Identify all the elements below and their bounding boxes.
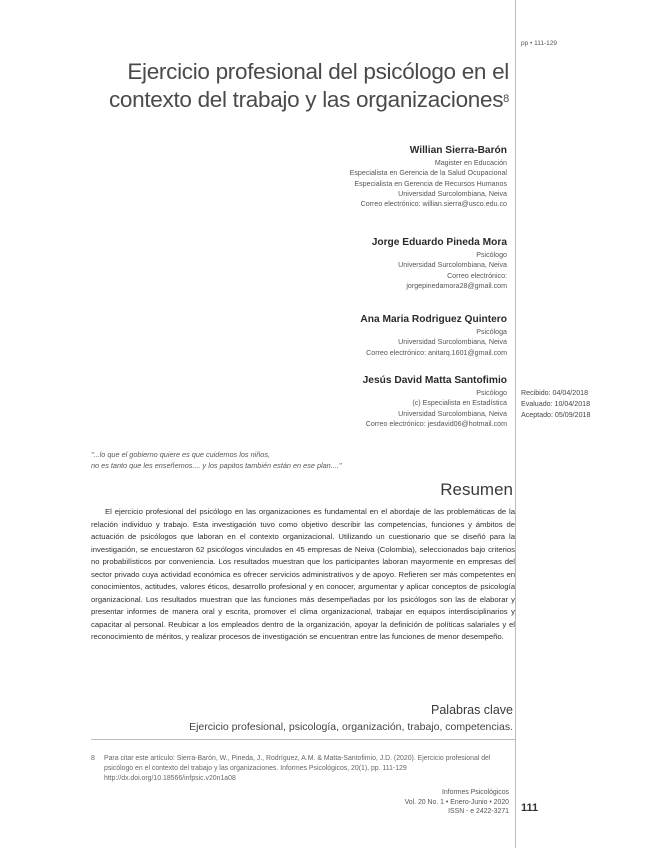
article-title (79, 58, 509, 114)
author-affiliation: Magister en Educación (434, 159, 507, 167)
author-name: Ana Maria Rodriguez Quintero (360, 314, 507, 325)
author-affiliation: Universidad Surcolombiana, Neiva (398, 189, 507, 198)
author-affiliation: Psicóloga (476, 328, 507, 336)
review-dates (521, 388, 590, 421)
author-affiliation: Especialista en Gerencia de la Salud Ocupacional (349, 169, 507, 178)
abstract-heading: Resumen (440, 480, 513, 499)
date-accepted: Aceptado: 05/09/2018 (521, 411, 591, 419)
author-block (167, 144, 507, 209)
epigraph-line: "...lo que el gobierno quiere es que cuidemos los niños, (91, 450, 271, 459)
author-affiliation: Universidad Surcolombiana, Neiva (398, 338, 507, 347)
author-block (167, 236, 507, 291)
abstract-text: El ejercicio profesional del psicólogo en las organizaciones es fundamental en el abordaje de las problemáticas de la relación individuo y trabajo. Esta investigación tuvo como objetivo describir las competencias, funciones y ámbitos de actuación de psicólogos que laboran en el contexto organizacional. Utilizando un cuestionario que se diseñó para la investigación, se encuestaron 62 psicólogos vinculados en 45 empresas de Neiva (Colombia), seleccionados bajo criterios no probabilísticos por conveniencia. Los resultados muestran que los participantes laboran mayormente en empresas del sector privado cuya actividad económica es ofrecer servicios administrativos y de apoyo. Refieren ser más competentes en conocimientos, actitudes, valores éticos, desarrollo profesional y en conocer, argumentar y aplicar conceptos de psicología organizacional. Los resultados muestran que las funciones más desempeñadas por los psicólogos son las de elaborar y presentar informes de manera oral y escrita, promover el clima organizacional, trabajar en equipos interdisciplinarios y capacitar al personal. Reubicar a los empleados dentro de la organización, apoyar la definición de políticas salariales y el reconocimiento de méritos, y realizar procesos de investigación se encuentran entre las funciones de menor desempeño. (91, 507, 515, 642)
journal-name: Informes Psicológicos (441, 789, 509, 796)
author-affiliation: Universidad Surcolombiana, Neiva (398, 409, 507, 418)
author-email: jorgepinedamora28@gmail.com (406, 281, 507, 290)
author-email: Correo electrónico: willian.sierra@usco.edu.co (360, 200, 507, 209)
author-affiliation: Psicólogo (476, 251, 507, 259)
page-number: 111 (521, 802, 539, 814)
author-affiliation: (c) Especialista en Estadística (412, 399, 507, 408)
footnote-number: 8 (91, 755, 95, 762)
margin-rule (515, 0, 516, 848)
keywords-text: Ejercicio profesional, psicología, organización, trabajo, competencias. (189, 721, 513, 733)
journal-issn: ISSN - e 2422-3271 (448, 808, 509, 816)
author-name: Willian Sierra-Barón (409, 145, 507, 156)
journal-issue: Vol. 20 No. 1 • Enero-Junio • 2020 (404, 798, 509, 806)
author-name: Jorge Eduardo Pineda Mora (371, 237, 507, 248)
author-block (167, 374, 507, 429)
journal-info (405, 788, 509, 817)
footnote (91, 754, 515, 784)
article-title-text: Ejercicio profesional del psicólogo en el contexto del trabajo y las organizaciones (108, 59, 509, 112)
footnote-text: Para citar este artículo: Sierra-Barón, W., Pineda, J., Rodríguez, A.M. & Matta-Santofimio, J.D. (2020). Ejercicio profesional del psicólogo en el contexto del trabajo y las organizaciones. Informes Psicológicos, 20(1), pp. 111-129 http://dx.doi.org/10.18566/infpsic.v20n1a08 (104, 755, 491, 782)
epigraph (91, 449, 341, 471)
author-email: Correo electrónico: jesdavid06@hotmail.com (365, 419, 507, 428)
date-evaluated: Evaluado: 10/04/2018 (521, 400, 591, 408)
author-name: Jesús David Matta Santofimio (362, 375, 507, 386)
title-footnote-mark: 8 (503, 93, 509, 105)
author-email: Correo electrónico: anitarq.1601@gmail.com (366, 348, 507, 357)
author-affiliation: Psicólogo (476, 389, 507, 397)
epigraph-line: no es tanto que les enseñemos.... y los papitos también están en ese plan...." (91, 461, 342, 470)
author-affiliation: Especialista en Gerencia de Recursos Humanos (354, 179, 507, 188)
author-affiliation: Correo electrónico: (447, 271, 507, 280)
author-block (167, 313, 507, 358)
date-received: Recibido: 04/04/2018 (521, 389, 589, 397)
page-range: pp • 111-129 (521, 40, 558, 47)
author-affiliation: Universidad Surcolombiana, Neiva (398, 261, 507, 270)
divider (91, 739, 515, 740)
keywords-heading: Palabras clave (431, 703, 513, 717)
